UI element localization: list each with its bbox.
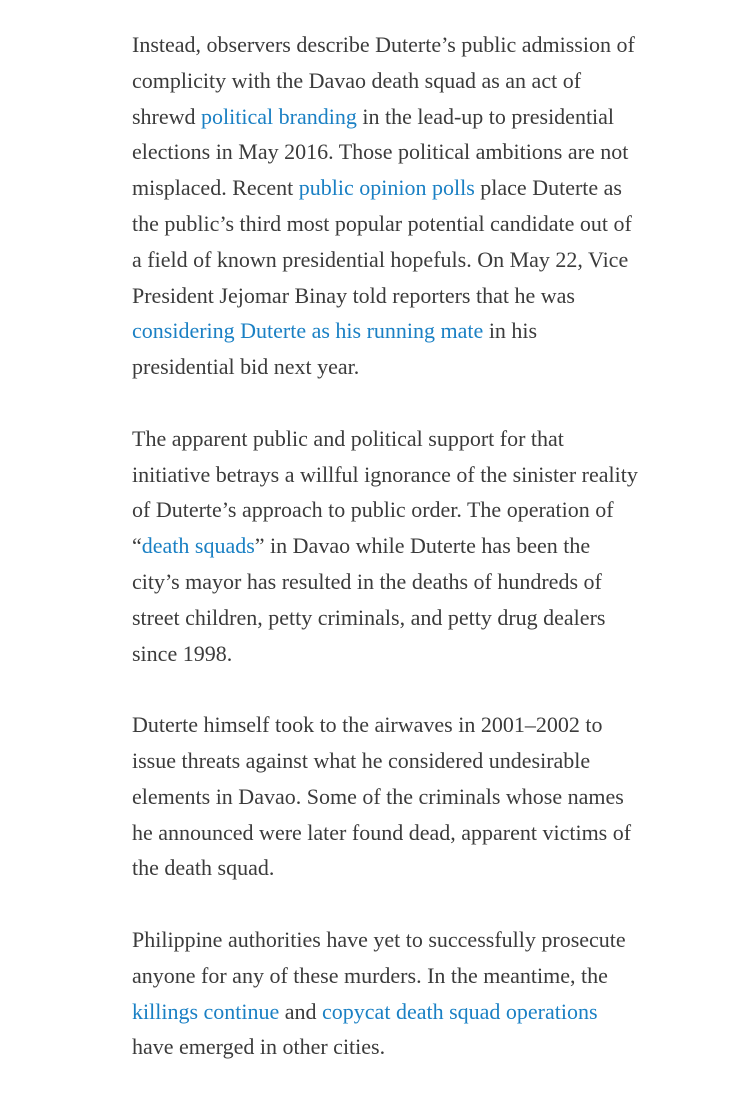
paragraph-2 (132, 421, 642, 672)
paragraph-text: The apparent public and political support for that initiative betrays a willful ignorance of the sinister reality of Duterte’s approach to public order. The operation of “ (132, 425, 638, 559)
paragraph-text: Duterte himself took to the airwaves in 2001–2002 to issue threats against what he considered undesirable elements in Davao. Some of the criminals whose names he announced were later found dead, apparent victims of the death squad. (132, 712, 632, 881)
paragraph-text: Instead, observers describe Duterte’s public admission of complicity with the Davao death squad as an act of shrewd (132, 32, 635, 129)
paragraph-text: in his presidential bid next year. (132, 318, 538, 380)
paragraph-text: Philippine authorities have yet to successfully prosecute anyone for any of these murders. In the meantime, the (132, 926, 626, 988)
link-death-squads[interactable]: death squads (141, 533, 255, 559)
paragraph-1 (132, 27, 642, 385)
link-political-branding[interactable]: political branding (201, 103, 357, 129)
paragraph-4 (132, 922, 642, 1065)
link-killings-continue[interactable]: killings continue (132, 998, 280, 1024)
article-body (132, 27, 642, 1065)
link-copycat-death-squad-operations[interactable]: copycat death squad operations (322, 998, 598, 1024)
paragraph-text: have emerged in other cities. (132, 1034, 386, 1060)
paragraph-text: place Duterte as the public’s third most popular potential candidate out of a field of known presidential hopefuls. On May 22, Vice President Jejomar Binay told reporters that he was (132, 175, 632, 308)
paragraph-3 (132, 707, 642, 886)
link-considering-duterte-running-mate[interactable]: considering Duterte as his running mate (132, 318, 484, 344)
link-public-opinion-polls[interactable]: public opinion polls (298, 175, 475, 201)
paragraph-text: ” in Davao while Duterte has been the city’s mayor has resulted in the deaths of hundreds of street children, petty criminals, and petty drug dealers since 1998. (132, 533, 606, 666)
paragraph-text: in the lead-up to presidential elections in May 2016. Those political ambitions are not misplaced. Recent (132, 103, 629, 201)
paragraph-text: and (279, 998, 323, 1024)
